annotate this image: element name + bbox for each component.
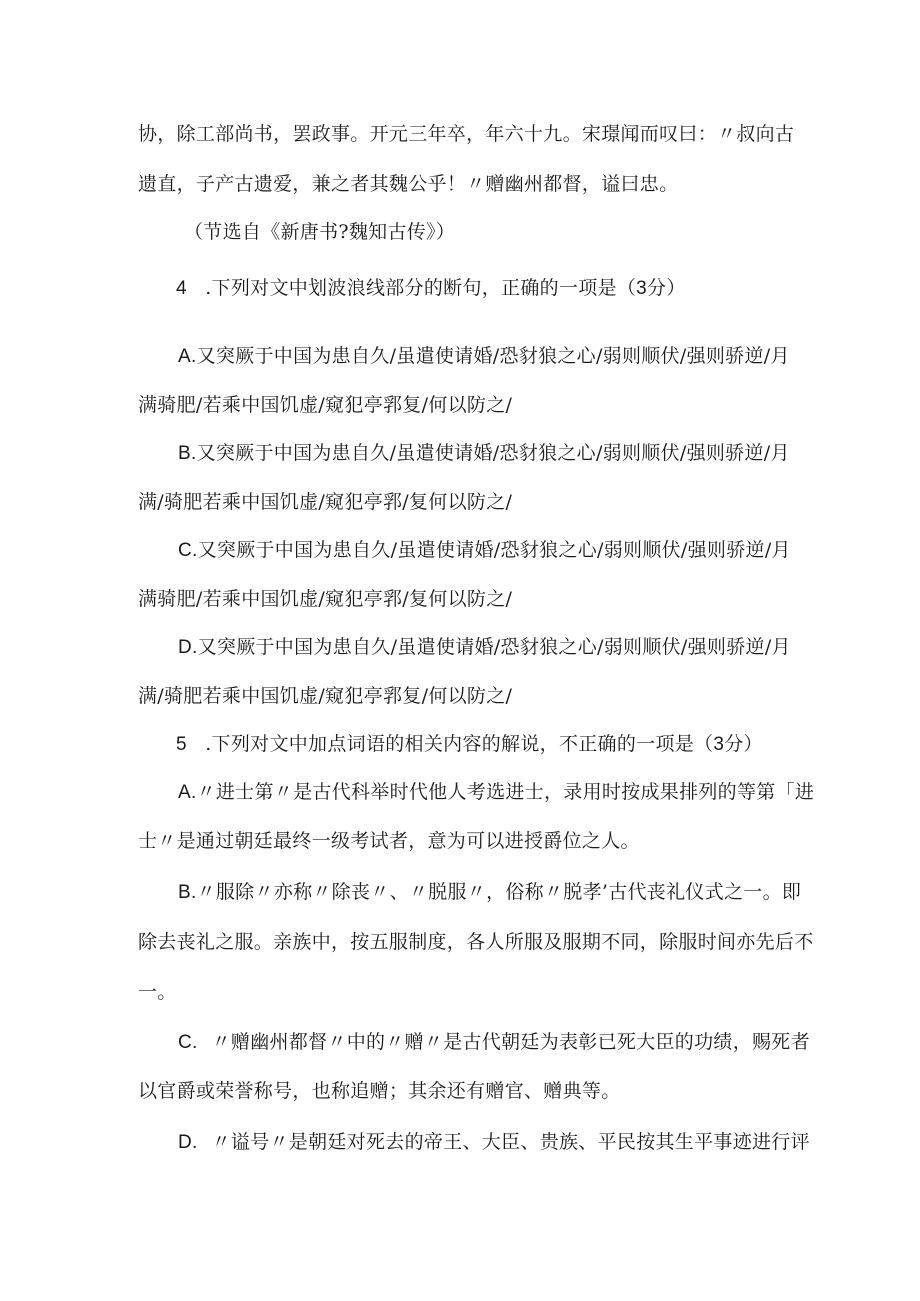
question-4-text: .下列对文中划波浪线部分的断句，正确的一项是（ (205, 277, 637, 299)
q5-option-c-line-1 (178, 1030, 828, 1055)
q4-option-b-line-2: 满/骑肥若乘中国饥虚/窥犯亭郛/复何以防之/ (138, 491, 513, 513)
q5-option-d-text-1: 〃谥号〃是朝廷对死去的帝王、大臣、贵族、平民按其生平事迹进行评 (211, 1131, 810, 1153)
passage-source: （节选自《新唐书?魏知古传》） (184, 221, 456, 243)
question-5-number: 5 (176, 734, 187, 755)
passage-line-1: 协，除工部尚书，罢政事。开元三年卒，年六十九。宋璟闻而叹曰：〃叔向古 (138, 123, 795, 145)
q5-option-a-line-1 (178, 780, 828, 805)
q4-option-c-text-1: 又突厥于中国为患自久/虽遣使请婚/恐豺狼之心/弱则顺伏/强则骄逆/月 (197, 539, 791, 561)
q4-option-b-letter: B. (178, 443, 197, 464)
q4-option-c-line-1 (178, 538, 828, 563)
q4-option-d-letter: D. (178, 637, 198, 658)
question-4-number: 4 (176, 278, 187, 299)
q5-option-c-letter: C. (178, 1032, 198, 1053)
q5-option-a-text-1: 〃进士第〃是古代科举时代他人考选进士，录用时按成果排列的等第「进 (196, 781, 815, 803)
q4-option-b-text-1: 又突厥于中国为患自久/虽遣使请婚/恐豺狼之心/弱则顺伏/强则骄逆/月 (196, 442, 790, 464)
q5-option-b-line-3: 一。 (138, 981, 177, 1003)
question-5-score-unit: 分） (724, 733, 763, 755)
q4-option-d-line-1 (178, 635, 828, 660)
q4-option-b-line-1 (178, 441, 828, 466)
q5-option-b-line-2: 除去丧礼之服。亲族中，按五服制度，各人所服及服期不同，除服时间亦先后不 (138, 931, 814, 953)
q5-option-b-letter: B. (178, 882, 197, 903)
question-4-score-unit: 分） (647, 277, 686, 299)
q4-option-a-line-2: 满骑肥/若乘中国饥虚/窥犯亭郛复/何以防之/ (138, 394, 513, 416)
question-4-score: 3 (636, 278, 648, 299)
q5-option-b-line-1 (178, 880, 828, 905)
q5-option-a-letter: A. (178, 782, 197, 803)
q4-option-d-text-1: 又突厥于中国为患自久/虽遣使请婚/恐豺狼之心/弱则顺伏/强则骄逆/月 (197, 636, 791, 658)
q5-option-c-line-2: 以官爵或荣誉称号，也称追赠；其余还有赠官、赠典等。 (138, 1080, 621, 1102)
q4-option-a-letter: A. (178, 346, 197, 367)
q5-option-c-text-1: 〃赠幽州都督〃中的〃赠〃是古代朝廷为表彰已死大臣的功绩，赐死者 (211, 1031, 810, 1053)
question-4-stem (176, 276, 826, 301)
q4-option-a-text-1: 又突厥于中国为患自久/虽遣使请婚/恐豺狼之心/弱则顺伏/强则骄逆/月 (196, 345, 790, 367)
question-5-text: .下列对文中加点词语的相关内容的解说，不正确的一项是（ (205, 733, 714, 755)
question-5-score: 3 (713, 734, 725, 755)
q5-option-b-text-1: 〃服除〃亦称〃除丧〃、〃脱服〃，俗称〃脱孝’古代丧礼仪式之一。即 (196, 881, 802, 903)
q4-option-a-line-1 (178, 344, 828, 369)
q5-option-d-line-1 (178, 1130, 828, 1155)
q5-option-a-line-2: 士〃是通过朝廷最终一级考试者，意为可以进授爵位之人。 (138, 830, 640, 852)
passage-line-2: 遗直，子产古遗爱，兼之者其魏公乎！〃赠幽州都督，谥曰忠。 (138, 173, 679, 195)
question-5-stem (176, 732, 826, 757)
q4-option-c-line-2: 满骑肥/若乘中国饥虚/窥犯亭郛/复何以防之/ (138, 588, 513, 610)
q4-option-c-letter: C. (178, 540, 198, 561)
q5-option-d-letter: D. (178, 1132, 198, 1153)
q4-option-d-line-2: 满/骑肥若乘中国饥虚/窥犯亭郛复/何以防之/ (138, 685, 513, 707)
